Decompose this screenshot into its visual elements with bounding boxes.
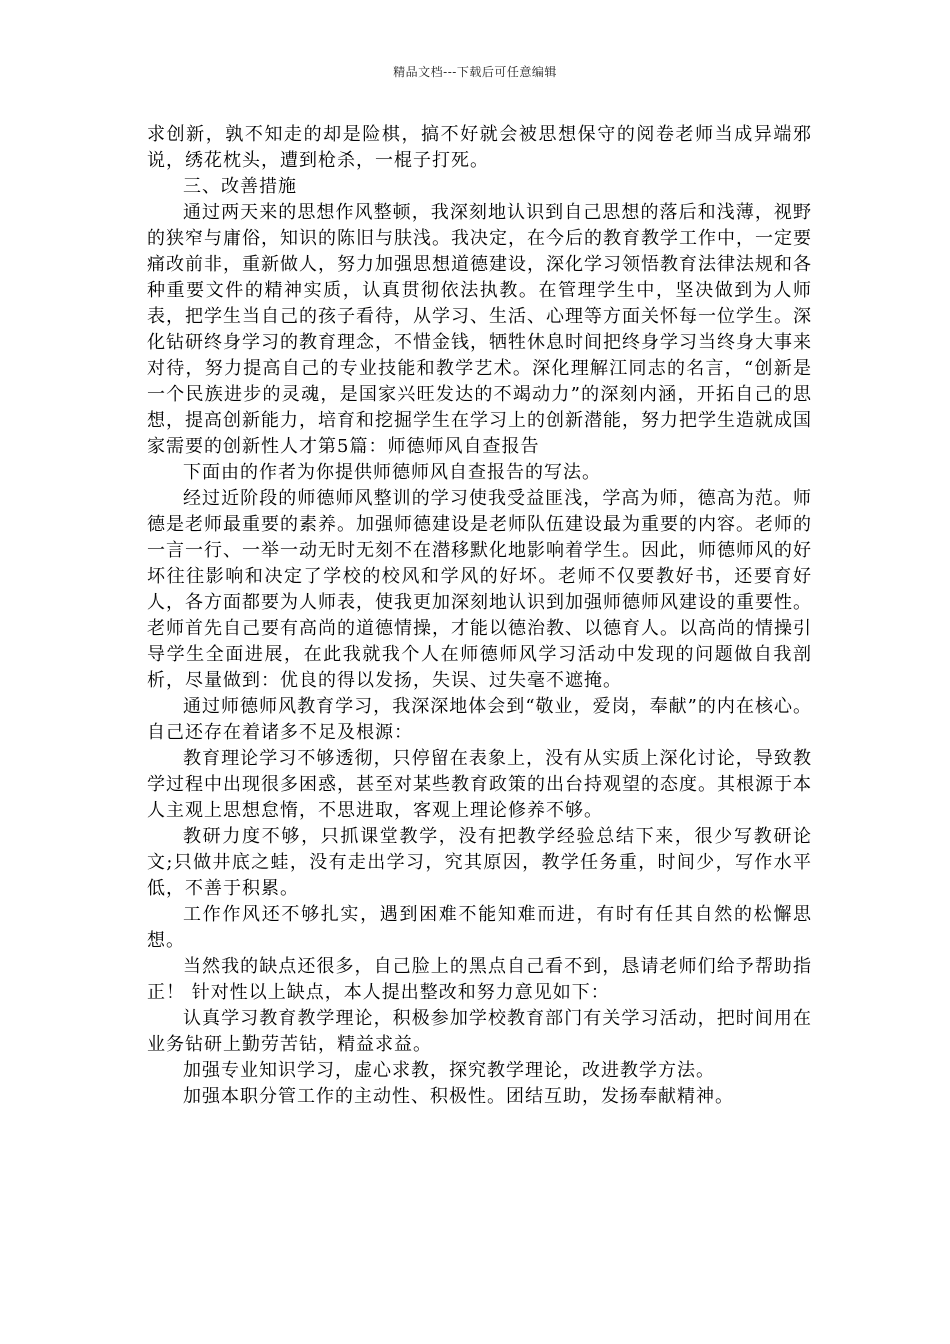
document-body xyxy=(147,122,812,1110)
paragraph-10: 当然我的缺点还很多，自己脸上的黑点自己看不到，恳请老师们给予帮助指正！ 针对性以上缺点，本人提出整改和努力意见如下： xyxy=(147,956,812,1003)
paragraph-8: 教研力度不够，只抓课堂教学，没有把教学经验总结下来，很少写教研论文;只做井底之蛙，没有走出学习，究其原因，教学任务重，时间少，写作水平低，不善于积累。 xyxy=(147,826,812,899)
paragraph-1: 求创新，孰不知走的却是险棋，搞不好就会被思想保守的阅卷老师当成异端邪说，绣花枕头，遭到枪杀，一棍子打死。 xyxy=(147,124,812,171)
paragraph-13: 加强本职分管工作的主动性、积极性。团结互助，发扬奉献精神。 xyxy=(183,1086,734,1107)
paragraph-6: 通过师德师风教育学习，我深深地体会到“敬业，爱岗，奉献”的内在核心。自己还存在着诸多不足及根源： xyxy=(147,696,812,743)
paragraph-7: 教育理论学习不够透彻，只停留在表象上，没有从实质上深化讨论，导致教学过程中出现很多困惑，甚至对某些教育政策的出台持观望的态度。其根源于本人主观上思想怠惰，不思进取，客观上理论修养不够。 xyxy=(147,748,812,821)
paragraph-11: 认真学习教育教学理论，积极参加学校教育部门有关学习活动，把时间用在业务钻研上勤劳苦钻，精益求益。 xyxy=(147,1008,812,1055)
section-heading-improvement: 三、改善措施 xyxy=(183,176,297,197)
paragraph-12: 加强专业知识学习，虚心求教，探究教学理论，改进教学方法。 xyxy=(183,1060,715,1081)
paragraph-4: 下面由的作者为你提供师德师风自查报告的写法。 xyxy=(183,462,601,483)
page-header: 精品文档---下载后可任意编辑 xyxy=(393,65,557,79)
paragraph-5: 经过近阶段的师德师风整训的学习使我受益匪浅，学高为师，德高为范。师德是老师最重要的素养。加强师德建设是老师队伍建设最为重要的内容。老师的一言一行、一举一动无时无刻不在潜移默化地影响着学生。因此，师德师风的好坏往往影响和决定了学校的校风和学风的好坏。老师不仅要教好书，还要育好人，各方面都要为人师表，使我更加深刻地认识到加强师德师风建设的重要性。老师首先自己要有高尚的道德情操，才能以德治教、以德育人。以高尚的情操引导学生全面进展，在此我就我个人在师德师风学习活动中发现的问题做自我剖析，尽量做到：优良的得以发扬，失误、过失毫不遮掩。 xyxy=(147,488,812,691)
paragraph-9: 工作作风还不够扎实，遇到困难不能知难而进，有时有任其自然的松懈思想。 xyxy=(147,904,812,951)
paragraph-3: 通过两天来的思想作风整顿，我深刻地认识到自己思想的落后和浅薄，视野的狭窄与庸俗，知识的陈旧与肤浅。我决定，在今后的教育教学工作中，一定要痛改前非，重新做人，努力加强思想道德建设，深化学习领悟教育法律法规和各种重要文件的精神实质，认真贯彻依法执教。在管理学生中，坚决做到为人师表，把学生当自己的孩子看待，从学习、生活、心理等方面关怀每一位学生。深化钻研终身学习的教育理念，不惜金钱，牺牲休息时间把终身学习当终身大事来对待，努力提高自己的专业技能和教学艺术。深化理解江同志的名言，“创新是一个民族进步的灵魂，是国家兴旺发达的不竭动力”的深刻内涵，开拓自己的思想，提高创新能力，培育和挖掘学生在学习上的创新潜能，努力把学生造就成国家需要的创新性人才第5篇：师德师风自查报告 xyxy=(147,202,812,457)
